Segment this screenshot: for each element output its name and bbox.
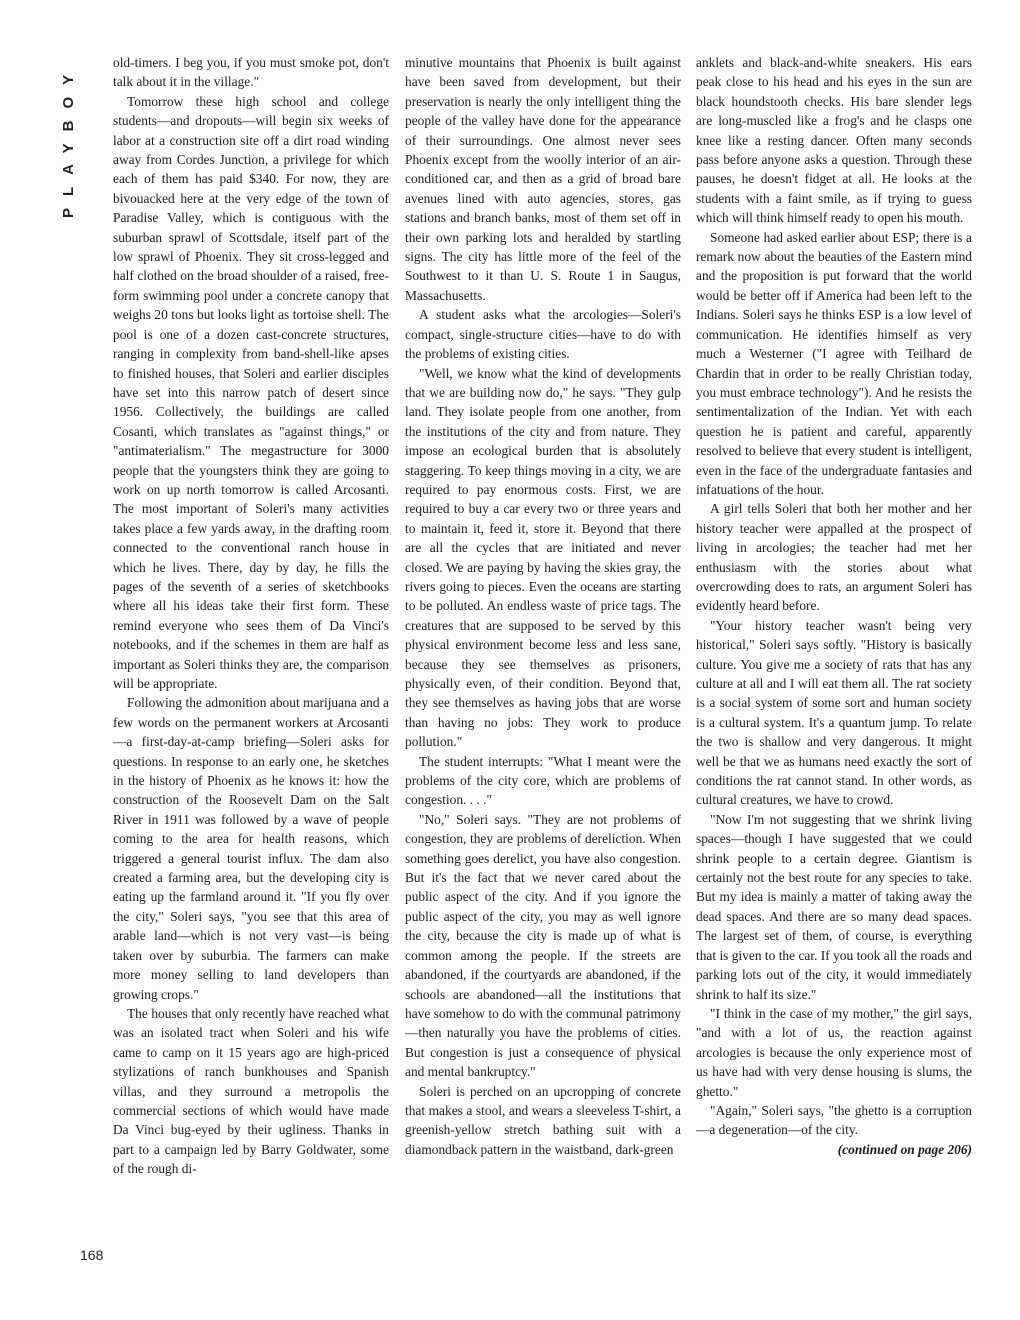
paragraph: The student interrupts: "What I meant were the problems of the city core, which are problems of congestion. . . ." (405, 753, 681, 808)
page-number: 168 (80, 1247, 104, 1263)
paragraph: Someone had asked earlier about ESP; there is a remark now about the beauties of the Eastern mind and the proposition is put forward that the world would be better off if America had been left to the Indians. Soleri says he thinks ESP is a low level of communication. He identifies himself as very much a Westerner ("I agree with Teilhard de Chardin that in order to be really Christian today, you must embrace technology"). And he resists the sentimentalization of the Indian. Yet with each question he is patient and careful, apparently resolved to believe that every student is intelligent, even in the face of the undergraduate fantasies and infatuations of the hour. (696, 229, 972, 497)
paragraph: "Again," Soleri says, "the ghetto is a corruption—a degeneration—of the city. (696, 1102, 972, 1138)
paragraph: "Now I'm not suggesting that we shrink living spaces—though I have suggested that we could shrink people to a certain degree. Giantism is certainly not the best route for any species to take. But my idea is mainly a matter of taking away the dead spaces. And there are so many dead spaces. The largest set of them, of course, is everything that is given to the car. If you took all the roads and parking lots out of the city, it would immediately shrink to half its size." (696, 811, 972, 1002)
text-column-1 (113, 53, 389, 1265)
paragraph: A student asks what the arcologies—Soleri's compact, single-structure cities—have to do with the problems of existing cities. (405, 307, 681, 362)
paragraph: "Your history teacher wasn't being very historical," Soleri says softly. "History is basically culture. You give me a society of rats that has any culture at all and I will eat them all. The rat society is a social system of some sort and human society is a cultural system. It's a quantum jump. To relate the two is shallow and very dangerous. It might well be that we as humans need exactly the sort of conditions the rat cannot stand. In other words, as cultural creatures, we have to crowd. (696, 617, 972, 808)
running-head: PLAYBOY (60, 62, 77, 218)
continued-line: (continued on page 206) (837, 1141, 972, 1157)
paragraph: old-timers. I beg you, if you must smoke pot, don't talk about it in the village." (113, 55, 389, 90)
paragraph: anklets and black-and-white sneakers. His ears peak close to his head and his eyes in the sun are black houndstooth checks. His bare slender legs are long-muscled like a frog's and he clasps one knee like a resting dancer. Often many seconds pass before anyone asks a question. Through these pauses, he doesn't fidget at all. He looks at the students with a faint smile, as if trying to guess which will think himself ready to open his mouth. (696, 55, 972, 226)
text-column-3 (696, 53, 972, 1265)
paragraph: minutive mountains that Phoenix is built against have been saved from development, but their preservation is nearly the only intelligent thing the people of the valley have done for the appearance of their surroundings. One almost never sees Phoenix except from the woolly interior of an air-conditioned car, and then as a grid of broad bare avenues lined with auto agencies, stores, gas stations and branch banks, most of them set off in their own parking lots and heralded by startling signs. The city has little more of the feel of the Southwest to it than U. S. Route 1 in Saugus, Massachusetts. (405, 55, 681, 303)
paragraph: A girl tells Soleri that both her mother and her history teacher were appalled at the prospect of living in arcologies; the teacher had met her enthusiasm with the stories about what overcrowding does to rats, an argument Soleri has evidently heard before. (696, 501, 972, 614)
paragraph: Soleri is perched on an upcropping of concrete that makes a stool, and wears a sleeveless T-shirt, a greenish-yellow stretch bathing suit with a diamondback pattern in the waistband, dark-green (405, 1083, 681, 1157)
paragraph: "No," Soleri says. "They are not problems of congestion, they are problems of dereliction. When something goes derelict, you have also congestion. But it's the fact that we never cared about the public aspect of the city. And if you ignore the public aspect of the city, you may as well ignore the city, because the city is made up of what is common among the people. If the streets are abandoned, if the courtyards are abandoned, if the schools are abandoned—all the institutions that have somehow to do with the communal patrimony—then naturally you have the problems of cities. But congestion is just a consequence of physical and mental bankruptcy." (405, 811, 681, 1080)
paragraph: The houses that only recently have reached what was an isolated tract when Soleri and his wife came to camp on it 15 years ago are high-priced stylizations of ranch bunkhouses and Spanish villas, and they surround a metropolis the commercial sections of which would have made Da Vinci bug-eyed by their ugliness. Thanks in part to a campaign led by Barry Goldwater, some of the rough di- (113, 1005, 389, 1177)
paragraph: "I think in the case of my mother," the girl says, "and with a lot of us, the reaction against arcologies is because the only experience most of us have had with very dense housing is slums, the ghetto." (696, 1005, 972, 1099)
text-column-2 (405, 53, 681, 1265)
paragraph: Following the admonition about marijuana and a few words on the permanent workers at Arcosanti—a first-day-at-camp briefing—Soleri asks for questions. In response to an early one, he sketches in the history of Phoenix as he knows it: how the construction of the Roosevelt Dam on the Salt River in 1911 was followed by a wave of people coming to the area for health reasons, which triggered a general tourist influx. The dam also created a farming area, but the developing city is eating up the farmland around it. "If you fly over the city," Soleri says, "you see that this area of arable land—which is not very vast—is being taken over by suburbia. The farmers can make more money selling to land developers than growing crops." (113, 695, 389, 1002)
paragraph: Tomorrow these high school and college students—and dropouts—will begin six weeks of labor at a construction site off a dirt road winding away from Cordes Junction, a privilege for which each of them has paid $340. For now, they are bivouacked here at the very edge of the town of Paradise Valley, which is contiguous with the suburban sprawl of Scottsdale, itself part of the low sprawl of Phoenix. They sit cross-legged and half clothed on the broad shoulder of a raised, free-form swimming pool under a concrete canopy that weighs 20 tons but looks light as tortoise shell. The pool is one of a dozen cast-concrete structures, ranging in complexity from band-shell-like apses to finished houses, that Soleri and earlier disciples have set into this narrow patch of desert since 1956. Collectively, the buildings are called Cosanti, which translates as "against things," or "antimaterialism." The megastructure for 3000 people that the youngsters think they are going to work on up north tomorrow is called Arcosanti. The most important of Soleri's many activities takes place a few yards away, in the drafting room connected to the conventional ranch house in which he lives. There, day by day, he fills the pages of the seventh of a series of sketchbooks where all his ideas take their first form. These remind everyone who sees them of Da Vinci's notebooks, and if the schemes in them are half as important as Soleri thinks they are, the comparison will be appropriate. (113, 93, 389, 691)
paragraph: "Well, we know what the kind of developments that we are building now do," he says. "They gulp land. They isolate people from one another, from the institutions of the city and from nature. They impose an ecological burden that is absolutely staggering. To keep things moving in a city, we are required to pay enormous costs. First, we are required to buy a car every two or three years and to maintain it, feed it, store it. Beyond that there are all the cycles that are initiated and never closed. We are paying by having the skies gray, the rivers going to pieces. Even the oceans are starting to be polluted. An endless waste of price tags. The creatures that are supposed to be served by this physical environment become less and less sane, because they see themselves as prisoners, physically even, of their condition. Beyond that, they see themselves as having jobs that are worse than having no jobs: They work to produce pollution." (405, 365, 681, 750)
